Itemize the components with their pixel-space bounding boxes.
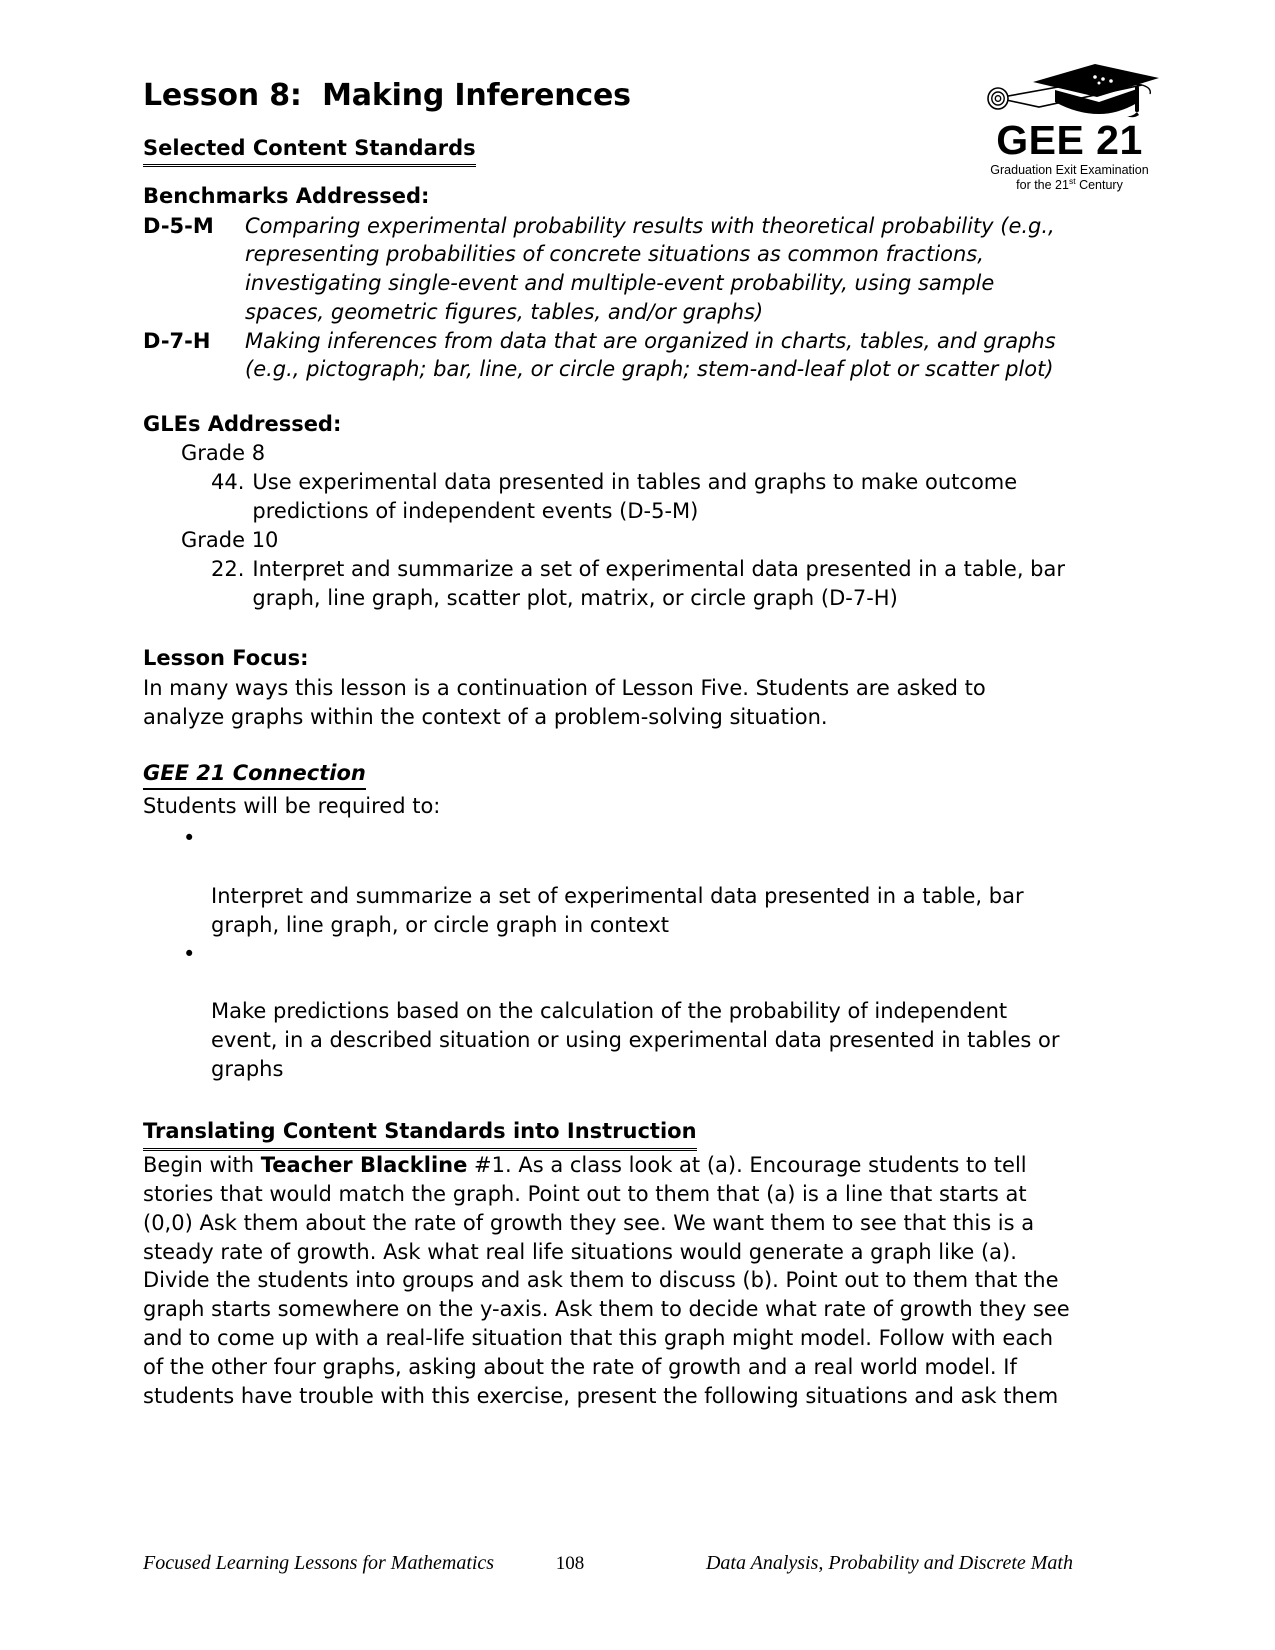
footer-right-text: Data Analysis, Probability and Discrete Math bbox=[705, 1552, 1073, 1574]
gles-heading: GLEs Addressed: bbox=[143, 412, 342, 437]
benchmark-code: D-7-H bbox=[143, 328, 211, 353]
document-content bbox=[143, 78, 1073, 1411]
logo-title: GEE 21 bbox=[996, 117, 1143, 163]
benchmarks-heading: Benchmarks Addressed: bbox=[143, 184, 430, 209]
logo-subtitle-prefix: for the 21 bbox=[1016, 177, 1069, 192]
list-item bbox=[143, 940, 1073, 1085]
benchmark-row bbox=[143, 327, 1073, 385]
translating-body-part2: #1. As a class look at (a). Encourage students to tell stories that would match the graph. Point out to them that (a) is a line that starts at (0,0) Ask them about the rate of growth they see. We want them to see that this is a steady rate of growth. Ask what real life situations would generate a graph like (a). Divide the students into groups and ask them to discuss (b). Point out to them that the graph starts somewhere on the y-axis. Ask them to decide what rate of growth they see and to come up with a real-life situation that this graph might model. Follow with each of the other four graphs, asking about the rate of growth and a real world model. If students have trouble with this exercise, present the following situations and ask them bbox=[143, 1152, 1070, 1409]
gles-grade-label: Grade 10 bbox=[181, 528, 279, 553]
bullet-icon: • bbox=[183, 941, 196, 966]
gee21-connection-intro: Students will be required to: bbox=[143, 793, 441, 818]
translating-body-part1: Begin with bbox=[143, 1152, 261, 1177]
translating-heading: Translating Content Standards into Instruction bbox=[143, 1118, 697, 1150]
gee21-connection-bullet-list bbox=[143, 824, 1073, 1085]
logo-subtitle-suffix: Century bbox=[1075, 177, 1123, 192]
teacher-blackline-emphasis: Teacher Blackline bbox=[260, 1152, 468, 1177]
gles-grade-label: Grade 8 bbox=[181, 441, 266, 466]
list-item-text: Interpret and summarize a set of experimental data presented in a table, bar graph, line graph, or circle graph in context bbox=[211, 883, 1024, 937]
gle-text: Interpret and summarize a set of experimental data presented in a table, bar graph, line graph, scatter plot, matrix, or circle graph (D-7-H) bbox=[252, 557, 1066, 611]
list-item-text: Make predictions based on the calculation of the probability of independent event, in a described situation or using experimental data presented in tables or graphs bbox=[211, 999, 1060, 1082]
gle-text: Use experimental data presented in tables and graphs to make outcome predictions of independent events (D-5-M) bbox=[252, 470, 1018, 524]
translating-heading-wrap bbox=[143, 1118, 1073, 1150]
benchmark-code: D-5-M bbox=[143, 213, 214, 238]
gles-section bbox=[143, 411, 1073, 613]
list-item bbox=[143, 824, 1073, 940]
lesson-focus-heading: Lesson Focus: bbox=[143, 646, 309, 671]
gle-number: 22. bbox=[211, 557, 245, 582]
gle-item bbox=[211, 468, 1073, 526]
benchmark-row bbox=[143, 212, 1073, 327]
gle-number: 44. bbox=[211, 470, 245, 495]
bullet-icon: • bbox=[183, 825, 196, 850]
footer-page-number: 108 bbox=[555, 1553, 585, 1574]
gle-item bbox=[211, 555, 1073, 613]
benchmarks-section bbox=[143, 183, 1073, 384]
gee21-connection-heading: GEE 21 Connection bbox=[143, 761, 366, 789]
page-title: Lesson 8: Making Inferences bbox=[143, 78, 631, 113]
gee21-connection-section bbox=[143, 761, 1073, 1084]
translating-body bbox=[143, 1151, 1073, 1412]
benchmark-text: Comparing experimental probability results with theoretical probability (e.g., representing probabilities of concrete situations as common fractions, investigating single-event and multiple-event probability, using sample spaces, geometric figures, tables, and/or graphs) bbox=[245, 213, 1055, 324]
selected-content-standards-heading-wrap bbox=[143, 135, 1073, 167]
gee21-connection-heading-wrap bbox=[143, 761, 1073, 791]
lesson-focus-section bbox=[143, 645, 1073, 731]
logo-subtitle-ordinal: st bbox=[1068, 175, 1076, 186]
translating-section bbox=[143, 1118, 1073, 1411]
footer-left-text: Focused Learning Lessons for Mathematics bbox=[143, 1552, 495, 1574]
benchmark-text: Making inferences from data that are organized in charts, tables, and graphs (e.g., pictograph; bar, line, or circle graph; stem-and-leaf plot or scatter plot) bbox=[245, 328, 1056, 382]
logo-subtitle-line1: Graduation Exit Examination bbox=[990, 162, 1149, 177]
selected-content-standards-heading: Selected Content Standards bbox=[143, 135, 476, 167]
lesson-focus-text: In many ways this lesson is a continuation of Lesson Five. Students are asked to analyze graphs within the context of a problem-solving situation. bbox=[143, 675, 986, 729]
page-footer bbox=[143, 1552, 1073, 1575]
